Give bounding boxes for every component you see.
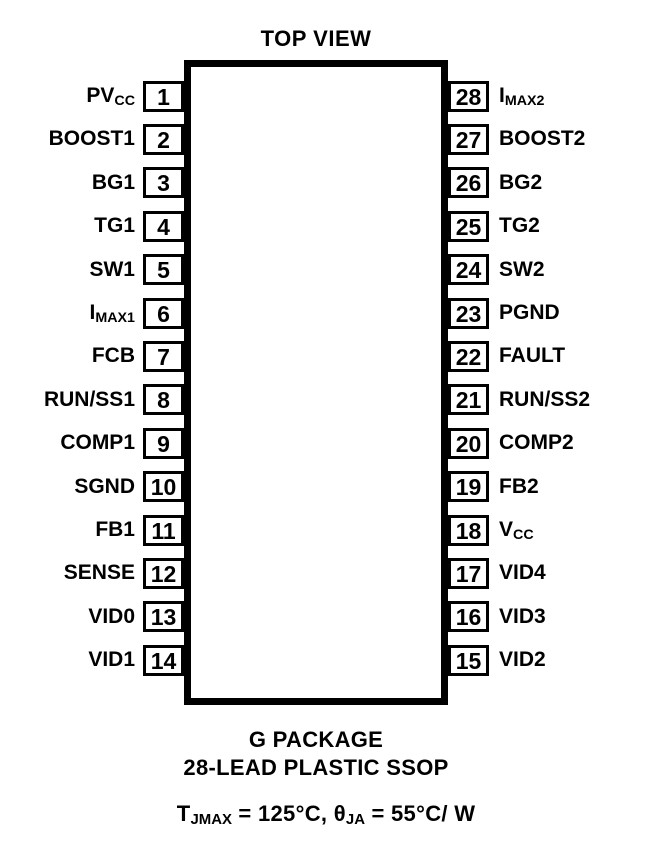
- label-subscript: JMAX: [190, 810, 233, 828]
- pin-number-box: 19: [448, 471, 489, 502]
- label-text: FB2: [499, 474, 539, 498]
- label-text: RUN/SS2: [499, 387, 591, 411]
- pin-number-box: 1: [143, 81, 184, 112]
- pin-number-box: 26: [448, 167, 489, 198]
- pin-number-box: 13: [143, 601, 184, 632]
- label-text: = 125°C,: [232, 801, 334, 826]
- pin-label: [499, 601, 652, 633]
- label-text: VID3: [499, 604, 546, 628]
- pin-number-box: 21: [448, 384, 489, 415]
- pin-label: [0, 123, 135, 155]
- label-text: I: [89, 301, 96, 324]
- pin-number-box: 20: [448, 428, 489, 459]
- pin-label: [0, 297, 135, 329]
- pin-label: [0, 384, 135, 416]
- label-subscript: MAX1: [95, 309, 135, 326]
- pin-number-box: 10: [143, 471, 184, 502]
- pin-number-box: 25: [448, 211, 489, 242]
- label-text: FCB: [91, 344, 135, 368]
- label-text: COMP2: [499, 431, 574, 455]
- pin-number-box: 9: [143, 428, 184, 459]
- pin-label: [0, 80, 135, 112]
- label-text: VID0: [88, 604, 135, 628]
- pin-label: [499, 80, 652, 112]
- package-description: 28-LEAD PLASTIC SSOP: [183, 755, 449, 780]
- pin-label: [0, 644, 135, 676]
- pin-number-box: 8: [143, 384, 184, 415]
- label-text: SGND: [74, 474, 135, 498]
- pin-number-box: 2: [143, 124, 184, 155]
- label-text: BOOST2: [499, 127, 586, 151]
- thermal-rating: [66, 801, 586, 828]
- pin-label: [499, 557, 652, 589]
- pin-number-box: 6: [143, 298, 184, 329]
- pin-label: [0, 340, 135, 372]
- label-subscript: JA: [345, 810, 366, 828]
- pin-label: [0, 254, 135, 286]
- pin-number-box: 28: [448, 81, 489, 112]
- pin-label: [0, 210, 135, 242]
- label-text: VID2: [499, 648, 546, 672]
- pin-label: [0, 514, 135, 546]
- label-text: TG2: [499, 214, 540, 238]
- label-text: VID4: [499, 561, 546, 585]
- pin-label: [0, 427, 135, 459]
- pin-label: [499, 297, 652, 329]
- package-name: G PACKAGE: [248, 727, 384, 752]
- pin-label: [0, 471, 135, 503]
- label-text: I: [499, 84, 505, 107]
- pin-label: [499, 514, 652, 546]
- label-text: TG1: [94, 214, 135, 238]
- pin-label: [499, 210, 652, 242]
- pin-number-box: 7: [143, 341, 184, 372]
- pin-number-box: 4: [143, 211, 184, 242]
- pin-number-box: 16: [448, 601, 489, 632]
- pin-label: [499, 644, 652, 676]
- label-text: SW1: [89, 257, 135, 281]
- label-text: SW2: [499, 257, 545, 281]
- pin-label: [499, 427, 652, 459]
- label-subscript: MAX2: [504, 92, 545, 109]
- pin-number-box: 15: [448, 645, 489, 676]
- pin-label: [499, 340, 652, 372]
- label-text: θ: [333, 801, 346, 826]
- ic-package-body: [184, 60, 448, 705]
- label-text: PV: [86, 84, 115, 107]
- pin-number-box: 22: [448, 341, 489, 372]
- label-text: RUN/SS1: [43, 387, 135, 411]
- pin-label: [499, 471, 652, 503]
- label-text: PGND: [499, 301, 560, 324]
- pin-number-box: 12: [143, 558, 184, 589]
- label-text: VID1: [88, 648, 135, 672]
- label-text: BG1: [91, 170, 135, 194]
- label-text: SENSE: [63, 561, 135, 585]
- label-subscript: CC: [513, 526, 534, 543]
- pin-number-box: 3: [143, 167, 184, 198]
- pin-label: [0, 601, 135, 633]
- label-text: V: [499, 518, 514, 541]
- label-subscript: CC: [114, 92, 135, 109]
- pin-label: [499, 123, 652, 155]
- label-text: T: [176, 801, 191, 826]
- label-text: BOOST1: [48, 127, 135, 151]
- label-text: FAULT: [499, 344, 566, 368]
- pin-number-box: 17: [448, 558, 489, 589]
- pin-number-box: 5: [143, 254, 184, 285]
- pin-number-box: 18: [448, 515, 489, 546]
- pin-number-box: 11: [143, 515, 184, 546]
- label-text: BG2: [499, 170, 543, 194]
- label-text: COMP1: [60, 431, 135, 455]
- label-text: = 55°C/ W: [365, 801, 476, 826]
- pin-label: [0, 557, 135, 589]
- pin-label: [499, 254, 652, 286]
- pin-number-box: 23: [448, 298, 489, 329]
- pin-number-box: 14: [143, 645, 184, 676]
- top-view-label: TOP VIEW: [260, 26, 372, 51]
- pin-label: [499, 384, 652, 416]
- pin-number-box: 27: [448, 124, 489, 155]
- label-text: FB1: [95, 518, 135, 541]
- pin-label: [499, 167, 652, 199]
- pin-number-box: 24: [448, 254, 489, 285]
- pin-label: [0, 167, 135, 199]
